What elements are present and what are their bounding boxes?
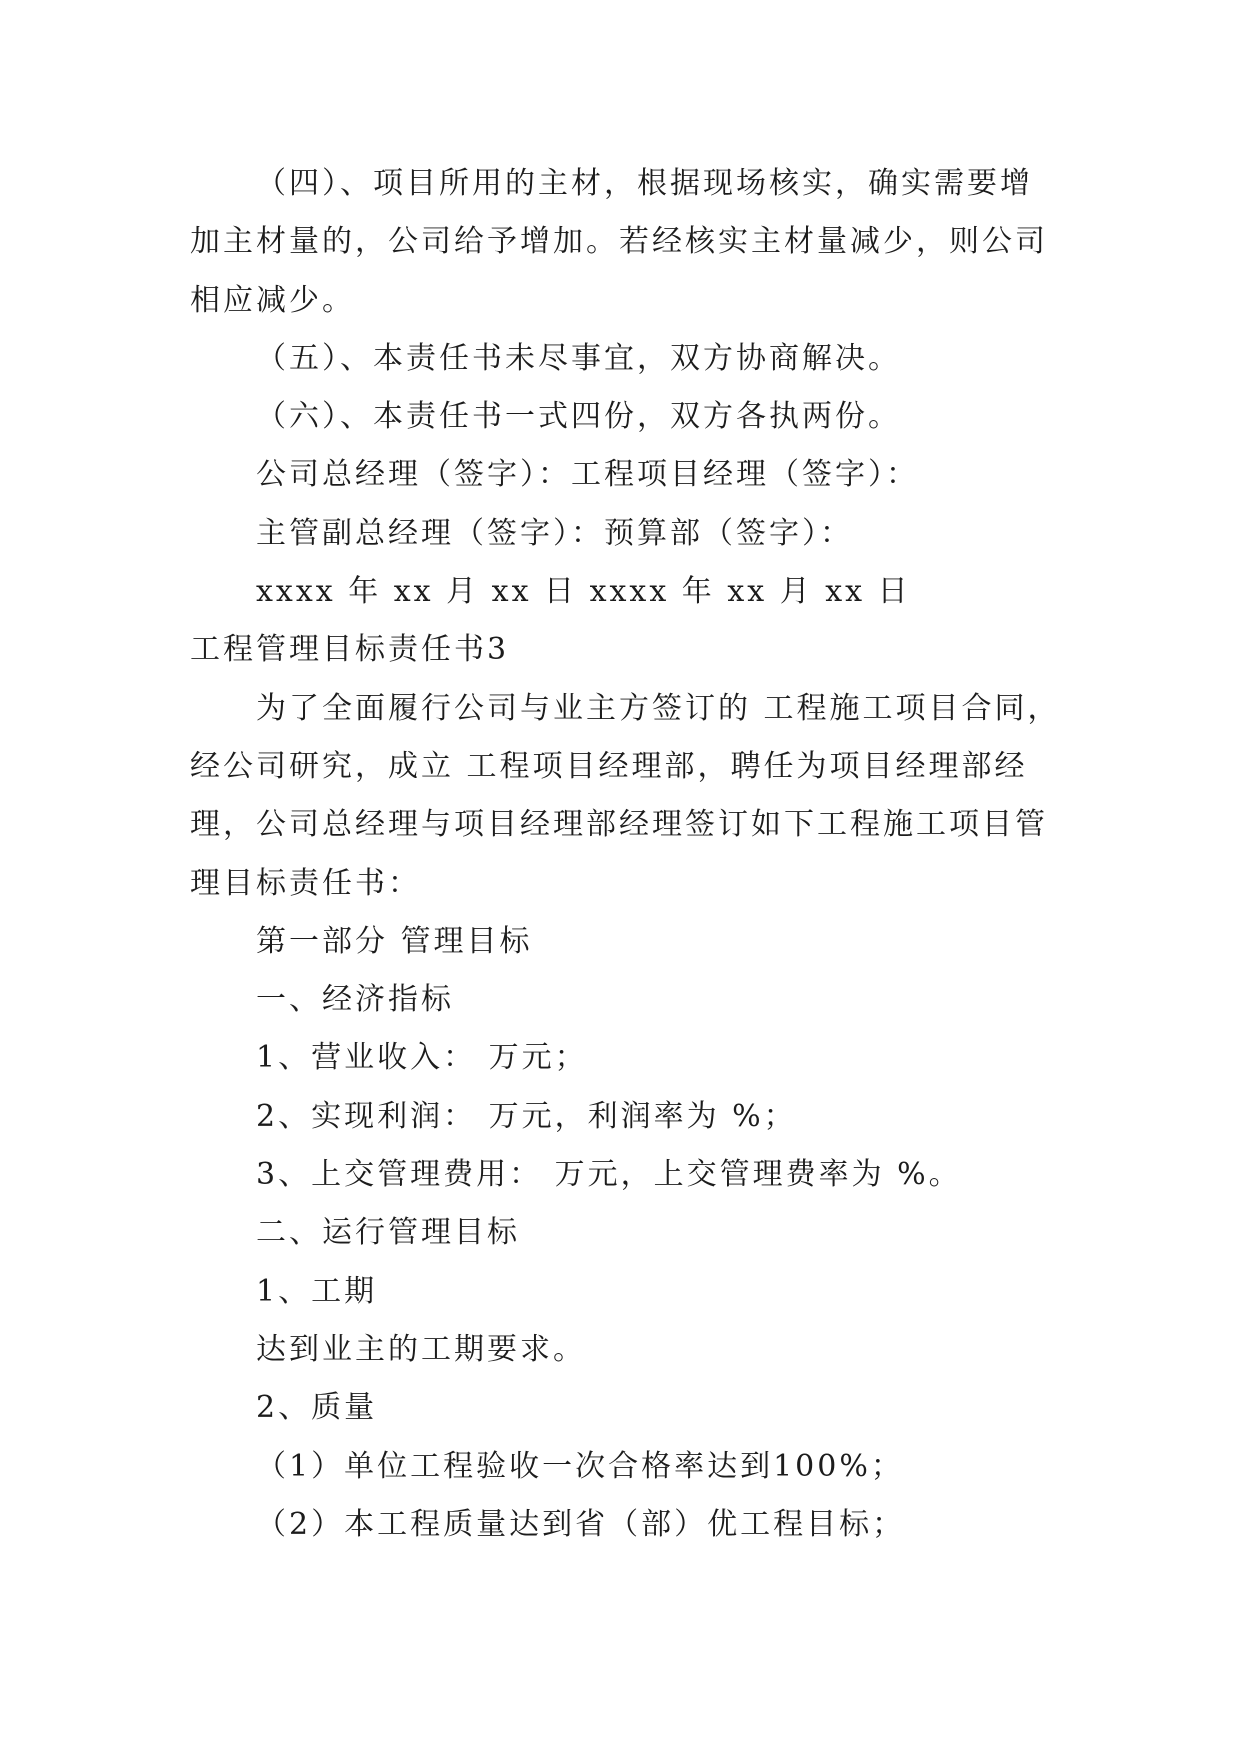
intro-line-4: 理目标责任书： (190, 865, 421, 901)
quality-item-1: （1）单位工程验收一次合格率达到100%； (256, 1448, 904, 1484)
intro-line-2: 经公司研究，成立 工程项目经理部，聘任为项目经理部经 (190, 748, 1028, 784)
schedule-heading: 1、工期 (256, 1273, 378, 1309)
item-6: （六）、本责任书一式四份，双方各执两份。 (256, 399, 901, 435)
operation-heading: 二、运行管理目标 (256, 1215, 520, 1251)
document-title: 工程管理目标责任书3 (190, 632, 510, 668)
schedule-text: 达到业主的工期要求。 (256, 1331, 586, 1367)
date-line: xxxx 年 xx 月 xx 日 xxxx 年 xx 月 xx 日 (256, 574, 911, 610)
signature-line-2: 主管副总经理（签字）：预算部（签字）： (256, 515, 853, 551)
item-4-line-1: （四）、项目所用的主材，根据现场核实，确实需要增 (256, 166, 1033, 201)
item-4-line-3: 相应减少。 (190, 282, 355, 318)
intro-line-3: 理，公司总经理与项目经理部经理签订如下工程施工项目管 (190, 807, 1048, 843)
intro-line-1: 为了全面履行公司与业主方签订的 工程施工项目合同， (256, 690, 1061, 726)
economic-item-profit: 2、实现利润： 万元，利润率为 %； (256, 1098, 797, 1134)
quality-heading: 2、质量 (256, 1390, 378, 1426)
document-body (190, 155, 1090, 1554)
item-5: （五）、本责任书未尽事宜，双方协商解决。 (256, 340, 901, 376)
economic-item-management-fee: 3、上交管理费用： 万元，上交管理费率为 %。 (256, 1157, 962, 1193)
item-4-line-2: 加主材量的，公司给予增加。若经核实主材量减少，则公司 (190, 224, 1048, 260)
part-1-heading: 第一部分 管理目标 (256, 923, 533, 959)
economic-item-revenue: 1、营业收入： 万元； (256, 1040, 588, 1076)
economic-heading: 一、经济指标 (256, 982, 454, 1018)
quality-item-2: （2）本工程质量达到省（部）优工程目标； (256, 1506, 906, 1542)
signature-line-1: 公司总经理（签字）：工程项目经理（签字）： (256, 457, 919, 493)
